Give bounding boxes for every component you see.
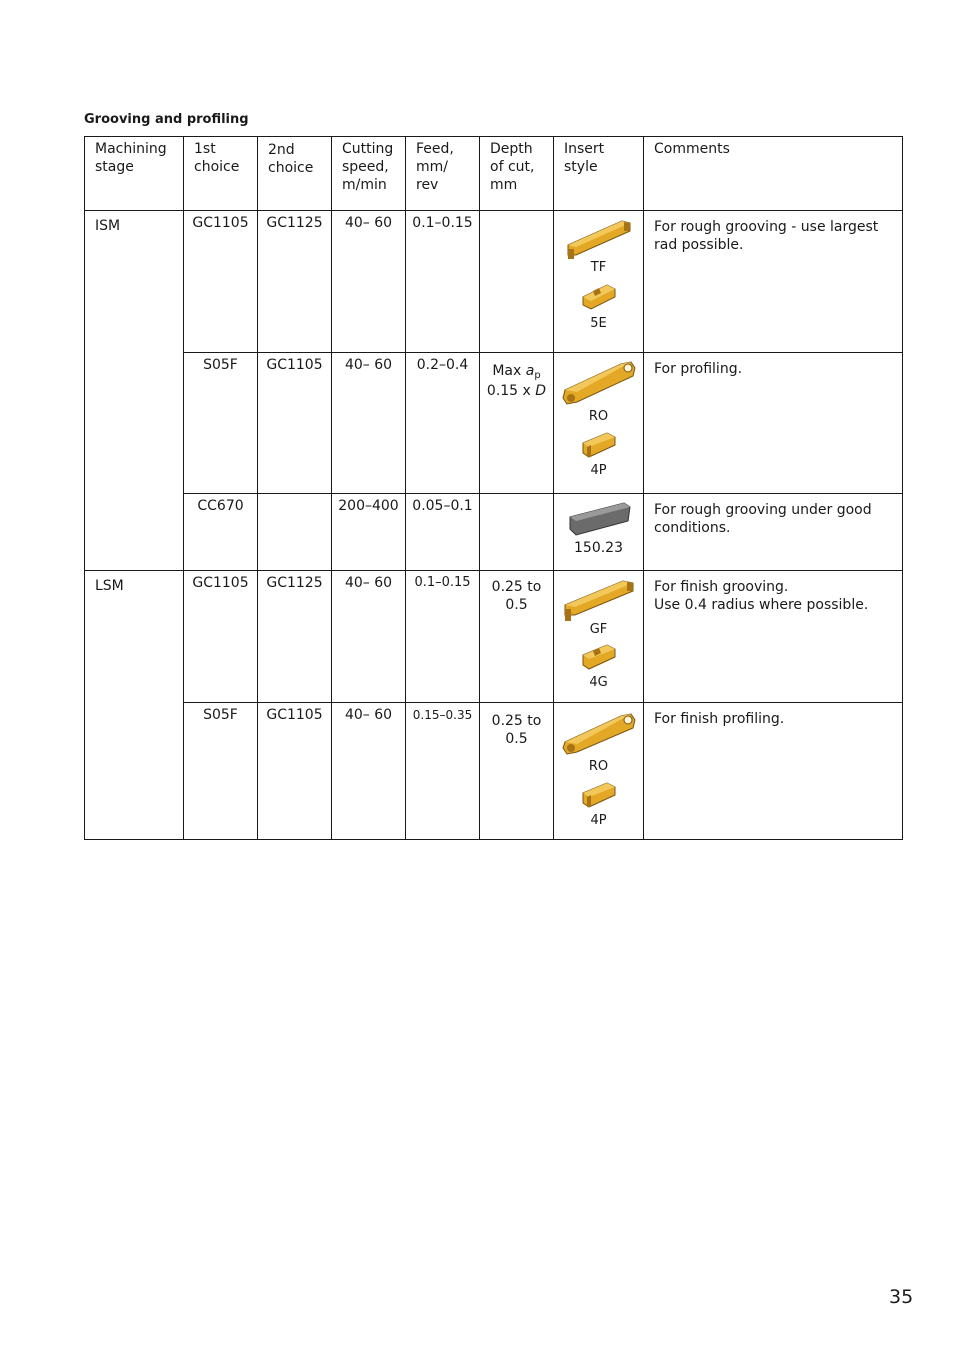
header-insert-style: Insert style bbox=[554, 137, 644, 211]
stage-cell-ism bbox=[85, 211, 184, 571]
speed-cell: 40– 60 bbox=[332, 211, 406, 353]
table-row bbox=[85, 353, 903, 494]
feed-cell: 0.05–0.1 bbox=[406, 494, 480, 571]
depth-diameter: D bbox=[535, 383, 547, 399]
header-second-choice: 2nd choice bbox=[258, 137, 332, 211]
feed-cell: 0.2–0.4 bbox=[406, 353, 480, 494]
table-row bbox=[85, 571, 903, 703]
insert-cell bbox=[554, 494, 644, 571]
table-row bbox=[85, 494, 903, 571]
comment-cell: For finish grooving. Use 0.4 radius where possible. bbox=[644, 571, 903, 703]
second-choice-cell: GC1105 bbox=[258, 353, 332, 494]
insert-code: 4P bbox=[590, 813, 607, 828]
insert-code: RO bbox=[588, 409, 609, 424]
header-comments: Comments bbox=[644, 137, 903, 211]
insert-code: 4P bbox=[590, 463, 607, 478]
table-row bbox=[85, 703, 903, 840]
feed-cell: 0.1–0.15 bbox=[406, 211, 480, 353]
second-choice-cell: GC1125 bbox=[258, 211, 332, 353]
grooving-tip-icon bbox=[579, 279, 619, 313]
grooving-table bbox=[84, 136, 903, 840]
grooving-tip-icon bbox=[579, 639, 619, 673]
header-feed: Feed, mm/ rev bbox=[406, 137, 480, 211]
depth-cell: 0.25 to 0.5 bbox=[480, 703, 554, 840]
insert-code: TF bbox=[590, 260, 607, 275]
insert-code: GF bbox=[589, 622, 608, 637]
header-first-choice: 1st choice bbox=[184, 137, 258, 211]
depth-prefix: Max bbox=[492, 363, 526, 379]
first-choice-cell: GC1105 bbox=[184, 211, 258, 353]
grooving-tip-icon bbox=[579, 777, 619, 811]
depth-subscript: p bbox=[534, 370, 541, 381]
insert-cell bbox=[554, 571, 644, 703]
depth-cell bbox=[480, 353, 554, 494]
header-cutting-speed: Cutting speed, m/min bbox=[332, 137, 406, 211]
second-choice-cell bbox=[258, 494, 332, 571]
insert-code: 150.23 bbox=[574, 540, 623, 556]
speed-cell: 200–400 bbox=[332, 494, 406, 571]
depth-symbol: a bbox=[525, 363, 535, 379]
first-choice-cell: S05F bbox=[184, 353, 258, 494]
insert-code: RO bbox=[588, 759, 609, 774]
insert-cell bbox=[554, 211, 644, 353]
ceramic-insert-icon bbox=[566, 499, 632, 539]
speed-cell: 40– 60 bbox=[332, 703, 406, 840]
insert-code: 5E bbox=[590, 316, 607, 331]
stage-cell-lsm bbox=[85, 571, 184, 840]
depth-cell bbox=[480, 494, 554, 571]
speed-cell: 40– 60 bbox=[332, 353, 406, 494]
header-depth-of-cut: Depth of cut, mm bbox=[480, 137, 554, 211]
insert-code: 4G bbox=[589, 675, 608, 690]
second-choice-cell: GC1125 bbox=[258, 571, 332, 703]
feed-cell: 0.15–0.35 bbox=[406, 703, 480, 840]
grooving-tip-icon bbox=[579, 427, 619, 461]
header-row bbox=[85, 137, 903, 211]
first-choice-cell: GC1105 bbox=[184, 571, 258, 703]
comment-cell: For profiling. bbox=[644, 353, 903, 494]
page-number: 35 bbox=[889, 1286, 914, 1308]
stage-label: LSM bbox=[95, 578, 124, 594]
grooving-blade-icon bbox=[561, 575, 637, 623]
insert-cell bbox=[554, 703, 644, 840]
comment-cell: For finish profiling. bbox=[644, 703, 903, 840]
speed-cell: 40– 60 bbox=[332, 571, 406, 703]
comment-cell: For rough grooving under good conditions. bbox=[644, 494, 903, 571]
comment-cell: For rough grooving - use largest rad possible. bbox=[644, 211, 903, 353]
first-choice-cell: S05F bbox=[184, 703, 258, 840]
section-title: Grooving and profiling bbox=[84, 112, 249, 127]
depth-cell bbox=[480, 211, 554, 353]
table-row bbox=[85, 211, 903, 353]
stage-label: ISM bbox=[95, 218, 121, 234]
grooving-blade-icon bbox=[564, 215, 634, 261]
grooving-blade-icon bbox=[561, 356, 637, 410]
depth-cell: 0.25 to 0.5 bbox=[480, 571, 554, 703]
first-choice-cell: CC670 bbox=[184, 494, 258, 571]
second-choice-cell: GC1105 bbox=[258, 703, 332, 840]
header-machining-stage: Machining stage bbox=[85, 137, 184, 211]
grooving-blade-icon bbox=[561, 708, 637, 760]
feed-cell: 0.1–0.15 bbox=[406, 571, 480, 703]
insert-cell bbox=[554, 353, 644, 494]
depth-line2: 0.15 x bbox=[486, 383, 536, 399]
